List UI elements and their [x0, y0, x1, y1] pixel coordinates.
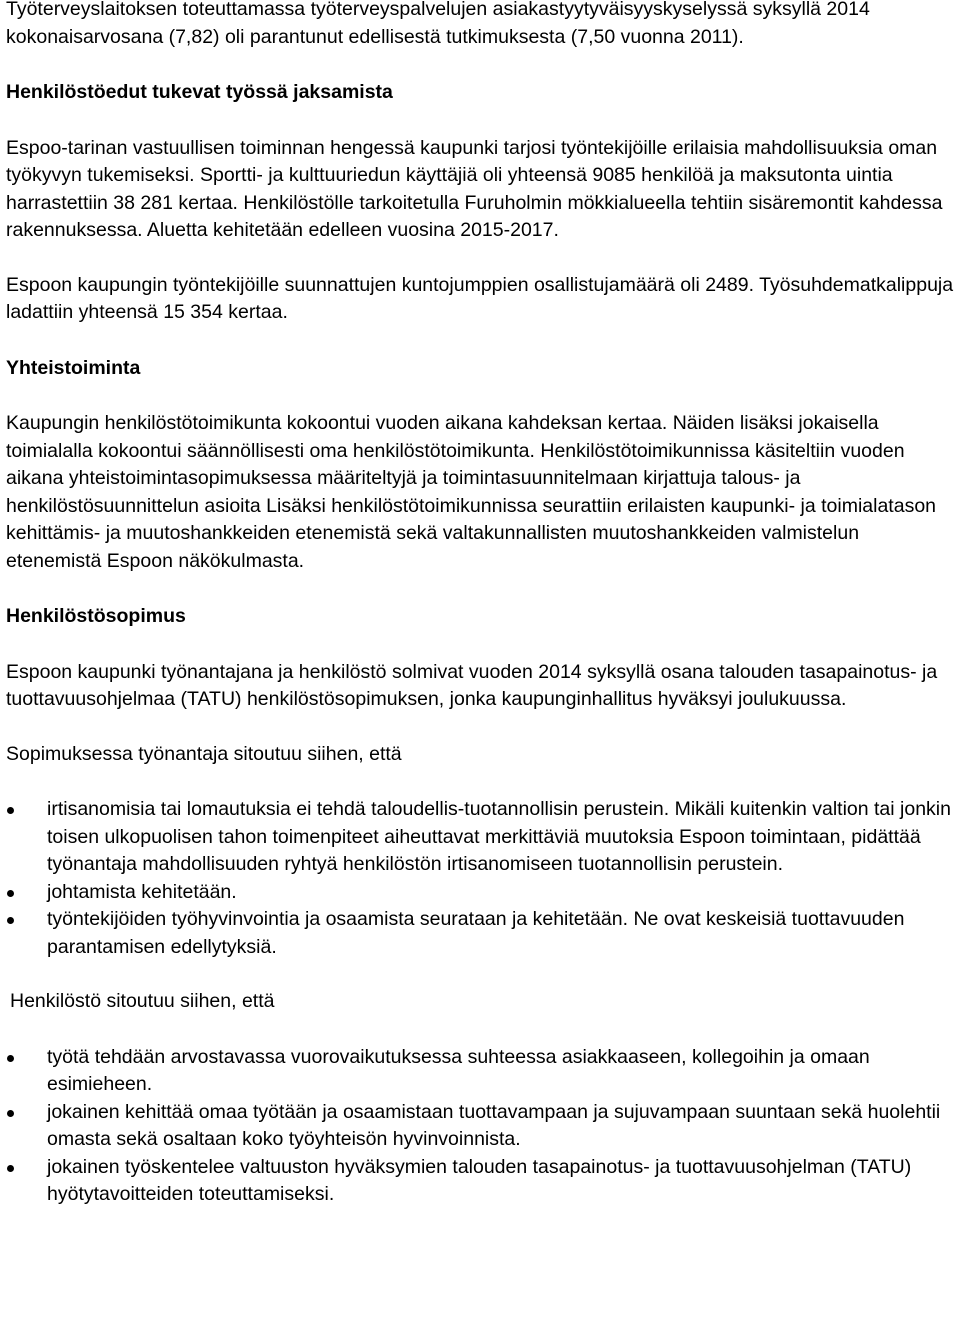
list-item-text: työntekijöiden työhyvinvointia ja osaamista seurataan ja kehitetään. Ne ovat keskeisiä tuottavuuden parantamisen edellytyksiä. [47, 908, 905, 958]
list-item-text: jokainen työskentelee valtuuston hyväksymien talouden tasapainotus- ja tuottavuusohjelman (TATU) hyötytavoitteiden toteuttamiseksi. [47, 1155, 912, 1205]
intro-paragraph: Työterveyslaitoksen toteuttamassa työterveyspalvelujen asiakastyytyväisyyskyselyssä syksyllä 2014 kokonaisarvosana (7,82) oli parantunut edellisestä tutkimuksesta (7,50 vuonna 2011). [6, 0, 870, 48]
bullet-icon [7, 1165, 14, 1172]
list-item-text: työtä tehdään arvostavassa vuorovaikutuksessa suhteessa asiakkaaseen, kollegoihin ja omaan esimieheen. [47, 1045, 870, 1095]
staff-commitments-list [6, 1044, 958, 1209]
list-item [6, 1099, 958, 1154]
bullet-icon [7, 1110, 14, 1117]
list-item [6, 1154, 958, 1209]
paragraph-henkilostoedut-1: Espoo-tarinan vastuullisen toiminnan hengessä kaupunki tarjosi työntekijöille erilaisia mahdollisuuksia oman työkyvyn tukemiseksi. Sportti- ja kulttuuriedun käyttäjiä oli yhteensä 9085 henkilöä ja maksutonta uintia harrastettiin 38 281 kertaa. Henkilöstölle tarkoitetulla Furuholmin mökkialueella tehtiin sisäremontit kahdessa rakennuksessa. Aluetta kehitetään edelleen vuosina 2015-2017. [6, 136, 943, 241]
heading-yhteistoiminta: Yhteistoiminta [6, 356, 141, 379]
bullet-icon [7, 1055, 14, 1062]
paragraph-yhteistoiminta-1: Kaupungin henkilöstötoimikunta kokoontui vuoden aikana kahdeksan kertaa. Näiden lisäksi jokaisella toimialalla kokoontui säännöllisesti oma henkilöstötoimikunta. Henkilöstötoimikunnissa käsiteltiin vuoden aikana yhteistoimintasopimuksessa määriteltyjä ja toimintasuunnitelmaan kirjattuja talous- ja henkilöstösuunnittelun asioita Lisäksi henkilöstötoimikunnissa seurattiin erilaisten kaupunki- ja toimialatason kehittämis- ja muutoshankkeiden etenemistä sekä valtakunnallisten muutoshankkeiden valmistelun etenemistä Espoon näkökulmasta. [6, 412, 937, 572]
list-item [6, 879, 958, 907]
paragraph-henkilostosopimus-1: Espoon kaupunki työnantajana ja henkilöstö solmivat vuoden 2014 syksyllä osana talouden tasapainotus- ja tuottavuusohjelmaa (TATU) henkilöstösopimuksen, jonka kaupunginhallitus hyväksyi joulukuussa. [6, 660, 938, 710]
bullet-icon [7, 917, 14, 924]
heading-henkilostoedut: Henkilöstöedut tukevat työssä jaksamista [6, 81, 393, 103]
bullet-icon [7, 807, 14, 814]
bullet-icon [7, 890, 14, 897]
paragraph-henkilostoedut-2: Espoon kaupungin työntekijöille suunnattujen kuntojumppien osallistujamäärä oli 2489. Työsuhdematkalippuja ladattiin yhteensä 15 354 kertaa. [6, 273, 954, 323]
list-item [6, 796, 958, 879]
document-page [6, 0, 958, 1209]
heading-henkilostosopimus: Henkilöstösopimus [6, 605, 186, 627]
employer-commitments-list [6, 796, 958, 961]
list-item-text: johtamista kehitetään. [47, 880, 237, 903]
list-item [6, 1044, 958, 1099]
staff-list-lead: Henkilöstö sitoutuu siihen, että [10, 990, 275, 1012]
list-item [6, 906, 958, 961]
list-item-text: jokainen kehittää omaa työtään ja osaamistaan tuottavampaan ja sujuvampaan suuntaan sekä huolehtii omasta sekä osaltaan koko työyhteisön hyvinvoinnista. [47, 1100, 941, 1150]
list-item-text: irtisanomisia tai lomautuksia ei tehdä taloudellis-tuotannollisin perustein. Mikäli kuitenkin valtion tai jonkin toisen ulkopuolisen tahon toimenpiteet aiheuttavat merkittäviä muutoksia Espoon toimintaan, pidättää työnantaja mahdollisuuden ryhtyä henkilöstön irtisanomiseen tuotannollisin perustein. [47, 798, 951, 875]
employer-list-lead: Sopimuksessa työnantaja sitoutuu siihen, että [6, 742, 402, 765]
